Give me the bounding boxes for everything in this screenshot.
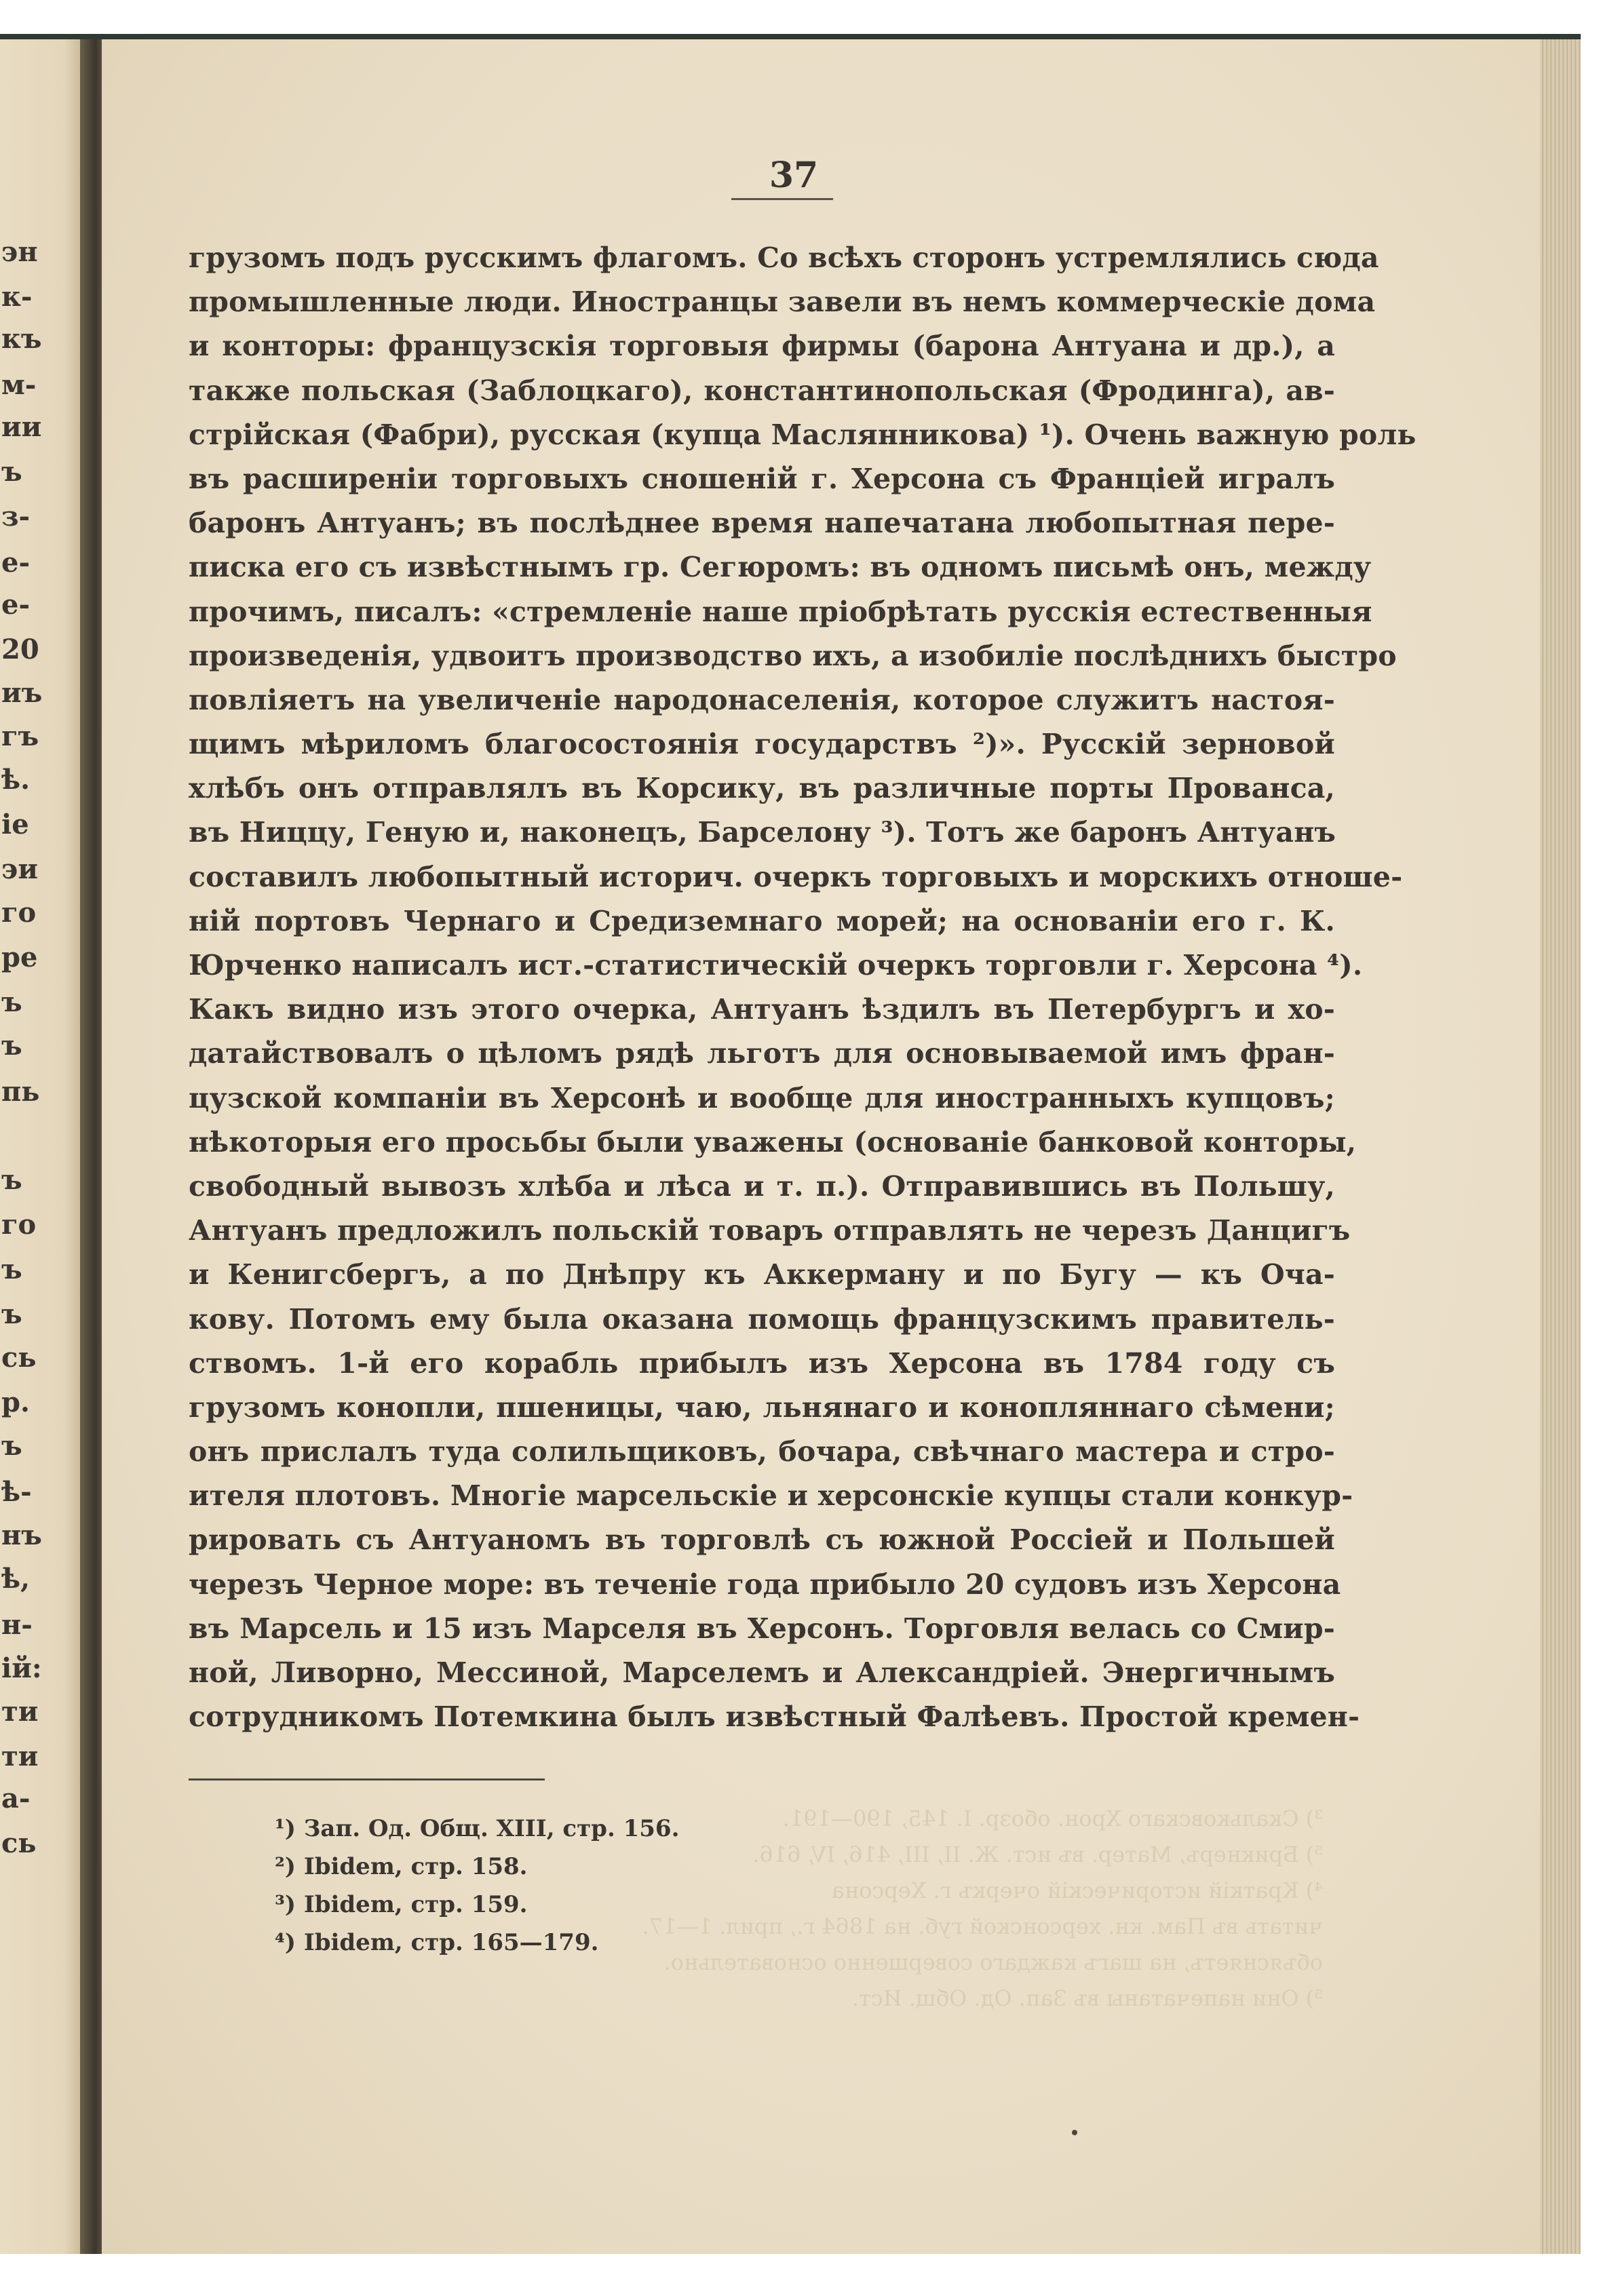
facing-page-fragment: къ bbox=[1, 323, 42, 355]
body-line: свободный вывозъ хлѣба и лѣса и т. п.). Отправившись въ Польшу, bbox=[189, 1169, 1335, 1203]
facing-page-fragment: а- bbox=[1, 1783, 31, 1814]
show-through-line: читать въ Пам. кн. херсонской губ. на 1864 г., прил. 1—17. bbox=[642, 1913, 1323, 1939]
body-line: стрійская (Фабри), русская (купца Маслянникова) ¹). Очень важную роль bbox=[189, 418, 1417, 451]
footnote-separator bbox=[189, 1778, 545, 1781]
body-line: кову. Потомъ ему была оказана помощь французскимъ правитель- bbox=[189, 1302, 1335, 1336]
body-line: сотрудникомъ Потемкина былъ извѣстный Фалѣевъ. Простой кремен- bbox=[189, 1700, 1360, 1734]
show-through-line: ⁴) Краткій историческій очеркъ г. Херсона bbox=[831, 1877, 1323, 1903]
facing-page-fragment: ъ bbox=[1, 1430, 22, 1462]
facing-page-fragment: ѣ- bbox=[1, 1476, 32, 1508]
body-line: въ Ниццу, Геную и, наконецъ, Барселону ³). Тотъ же баронъ Антуанъ bbox=[189, 816, 1336, 849]
facing-page-fragment: сь bbox=[1, 1342, 37, 1374]
facing-page-fragment: го bbox=[1, 1209, 37, 1241]
body-line: промышленные люди. Иностранцы завели въ немъ коммерческіе дома bbox=[189, 286, 1376, 319]
body-line: Какъ видно изъ этого очерка, Антуанъ ѣздилъ въ Петербургъ и хо- bbox=[189, 993, 1335, 1026]
facing-page-fragment: го bbox=[1, 897, 37, 929]
facing-page-fragment: р. bbox=[1, 1386, 30, 1418]
footnote: ²) Ibidem, стр. 158. bbox=[275, 1853, 528, 1880]
page-number: 37 bbox=[769, 155, 819, 196]
footnote: ⁴) Ibidem, стр. 165—179. bbox=[275, 1929, 599, 1956]
body-line: ителя плотовъ. Многіе марсельскіе и херсонскіе купцы стали конкур- bbox=[189, 1479, 1353, 1513]
facing-page-fragment: нъ bbox=[1, 1519, 42, 1551]
facing-page-fragment: ии bbox=[1, 411, 42, 443]
facing-page-fragment: эн bbox=[1, 236, 38, 268]
body-line: черезъ Черное море: въ теченіе года прибыло 20 судовъ изъ Херсона bbox=[189, 1568, 1341, 1601]
body-line: нѣкоторыя его просьбы были уважены (основаніе банковой конторы, bbox=[189, 1125, 1357, 1159]
body-line: цузской компаніи въ Херсонѣ и вообще для иностранныхъ купцовъ; bbox=[189, 1081, 1335, 1114]
facing-page-fragment: ъ bbox=[1, 1298, 22, 1330]
facing-page-fragment: ти bbox=[1, 1740, 39, 1772]
facing-page-fragment: к- bbox=[1, 281, 33, 313]
facing-page bbox=[0, 39, 92, 2254]
body-line: Антуанъ предложилъ польскій товаръ отправлять не черезъ Данцигъ bbox=[189, 1214, 1351, 1247]
body-line: щимъ мѣриломъ благосостоянія государствъ ²)». Русскій зерновой bbox=[189, 728, 1335, 761]
footnote: ³) Ibidem, стр. 159. bbox=[275, 1891, 528, 1918]
body-line: грузомъ конопли, пшеницы, чаю, льнянаго и конопляннаго сѣмени; bbox=[189, 1390, 1335, 1424]
body-line: онъ прислалъ туда солильщиковъ, бочара, свѣчнаго мастера и стро- bbox=[189, 1435, 1335, 1468]
page-number-underline bbox=[731, 198, 833, 200]
facing-page-fragment: сь bbox=[1, 1827, 37, 1859]
body-line: прочимъ, писалъ: «стремленіе наше пріобрѣтать русскія естественныя bbox=[189, 595, 1372, 628]
facing-page-fragment: 20 bbox=[1, 634, 39, 665]
body-line: грузомъ подъ русскимъ флагомъ. Со всѣхъ сторонъ устремлялись сюда bbox=[189, 241, 1379, 274]
facing-page-fragment: ъ bbox=[1, 1253, 22, 1285]
facing-page-fragment: ре bbox=[1, 941, 38, 973]
show-through-line: объясняетъ, на шагъ каждаго совершенно основательно. bbox=[663, 1949, 1323, 1975]
facing-page-fragment: ъ bbox=[1, 1164, 22, 1196]
body-line: ной, Ливорно, Мессиной, Марселемъ и Александріей. Энергичнымъ bbox=[189, 1656, 1335, 1689]
body-text bbox=[189, 236, 1417, 1739]
show-through-line: ³) Скальковскаго Хрон. обозр. I. 145, 190—191. bbox=[782, 1806, 1323, 1831]
body-line: ствомъ. 1-й его корабль прибылъ изъ Херсона въ 1784 году съ bbox=[189, 1346, 1335, 1380]
body-line: датайствовалъ о цѣломъ рядѣ льготъ для основываемой имъ фран- bbox=[189, 1037, 1335, 1070]
body-line: ній портовъ Чернаго и Средиземнаго морей; на основаніи его г. К. bbox=[189, 904, 1335, 937]
facing-page-fragment: ти bbox=[1, 1696, 39, 1728]
footnote: ¹) Зап. Од. Общ. XIII, стр. 156. bbox=[275, 1815, 680, 1842]
facing-page-fragment: ѣ, bbox=[1, 1563, 31, 1595]
facing-page-fragment: ъ bbox=[1, 986, 22, 1018]
body-line: и конторы: французскія торговыя фирмы (барона Антуана и др.), а bbox=[189, 330, 1335, 363]
facing-page-fragment: е- bbox=[1, 589, 31, 621]
bottom-margin bbox=[0, 2254, 1618, 2296]
show-through-line: ⁵) Брикнеръ, Матер. въ ист. Ж. II, III, 416, IV, 616. bbox=[752, 1842, 1323, 1867]
facing-page-fragment: е- bbox=[1, 547, 31, 579]
body-line: также польская (Заблоцкаго), константинопольская (Фродинга), ав- bbox=[189, 374, 1335, 407]
facing-page-fragment: з- bbox=[1, 501, 31, 532]
facing-page-fragment: м- bbox=[1, 369, 37, 401]
facing-page-fragment: иъ bbox=[1, 677, 43, 709]
facing-page-fragment: пь bbox=[1, 1076, 40, 1108]
facing-page-fragment: ъ bbox=[1, 456, 22, 488]
body-line: повліяетъ на увеличеніе народонаселенія, которое служитъ настоя- bbox=[189, 683, 1335, 716]
body-line: и Кенигсбергъ, а по Днѣпру къ Аккерману и по Бугу — къ Оча- bbox=[189, 1258, 1335, 1291]
body-line: писка его съ извѣстнымъ гр. Сегюромъ: въ одномъ письмѣ онъ, между bbox=[189, 551, 1372, 584]
facing-page-fragment: ѣ. bbox=[1, 764, 31, 796]
facing-page-fragment: ій: bbox=[1, 1652, 42, 1684]
page-edges bbox=[1540, 39, 1581, 2254]
body-line: баронъ Антуанъ; въ послѣднее время напечатана любопытная пере- bbox=[189, 507, 1335, 540]
body-line: въ расширеніи торговыхъ сношеній г. Херсона съ Франціей игралъ bbox=[189, 462, 1335, 495]
ink-speck bbox=[1072, 2130, 1077, 2135]
body-line: рировать съ Антуаномъ въ торговлѣ съ южной Россіей и Польшей bbox=[189, 1523, 1335, 1557]
footnotes bbox=[275, 1810, 885, 1962]
facing-page-fragment: н- bbox=[1, 1609, 33, 1641]
body-line: хлѣбъ онъ отправлялъ въ Корсику, въ различные порты Прованса, bbox=[189, 772, 1335, 805]
facing-page-fragment: эи bbox=[1, 853, 39, 885]
show-through-line: ⁵) Они напечатаны въ Зап. Од. Общ. Ист. bbox=[851, 1985, 1323, 2011]
body-line: въ Марсель и 15 изъ Марселя въ Херсонъ. Торговля велась со Смир- bbox=[189, 1612, 1335, 1645]
body-line: Юрченко написалъ ист.-статистическій очеркъ торговли г. Херсона ⁴). bbox=[189, 949, 1363, 981]
body-line: составилъ любопытный историч. очеркъ торговыхъ и морскихъ отноше- bbox=[189, 860, 1403, 893]
facing-page-fragment: гъ bbox=[1, 720, 39, 752]
facing-page-fragment: іе bbox=[1, 809, 29, 840]
body-line: произведенія, удвоитъ производство ихъ, а изобиліе послѣднихъ быстро bbox=[189, 639, 1397, 672]
facing-page-fragment: ъ bbox=[1, 1030, 22, 1062]
